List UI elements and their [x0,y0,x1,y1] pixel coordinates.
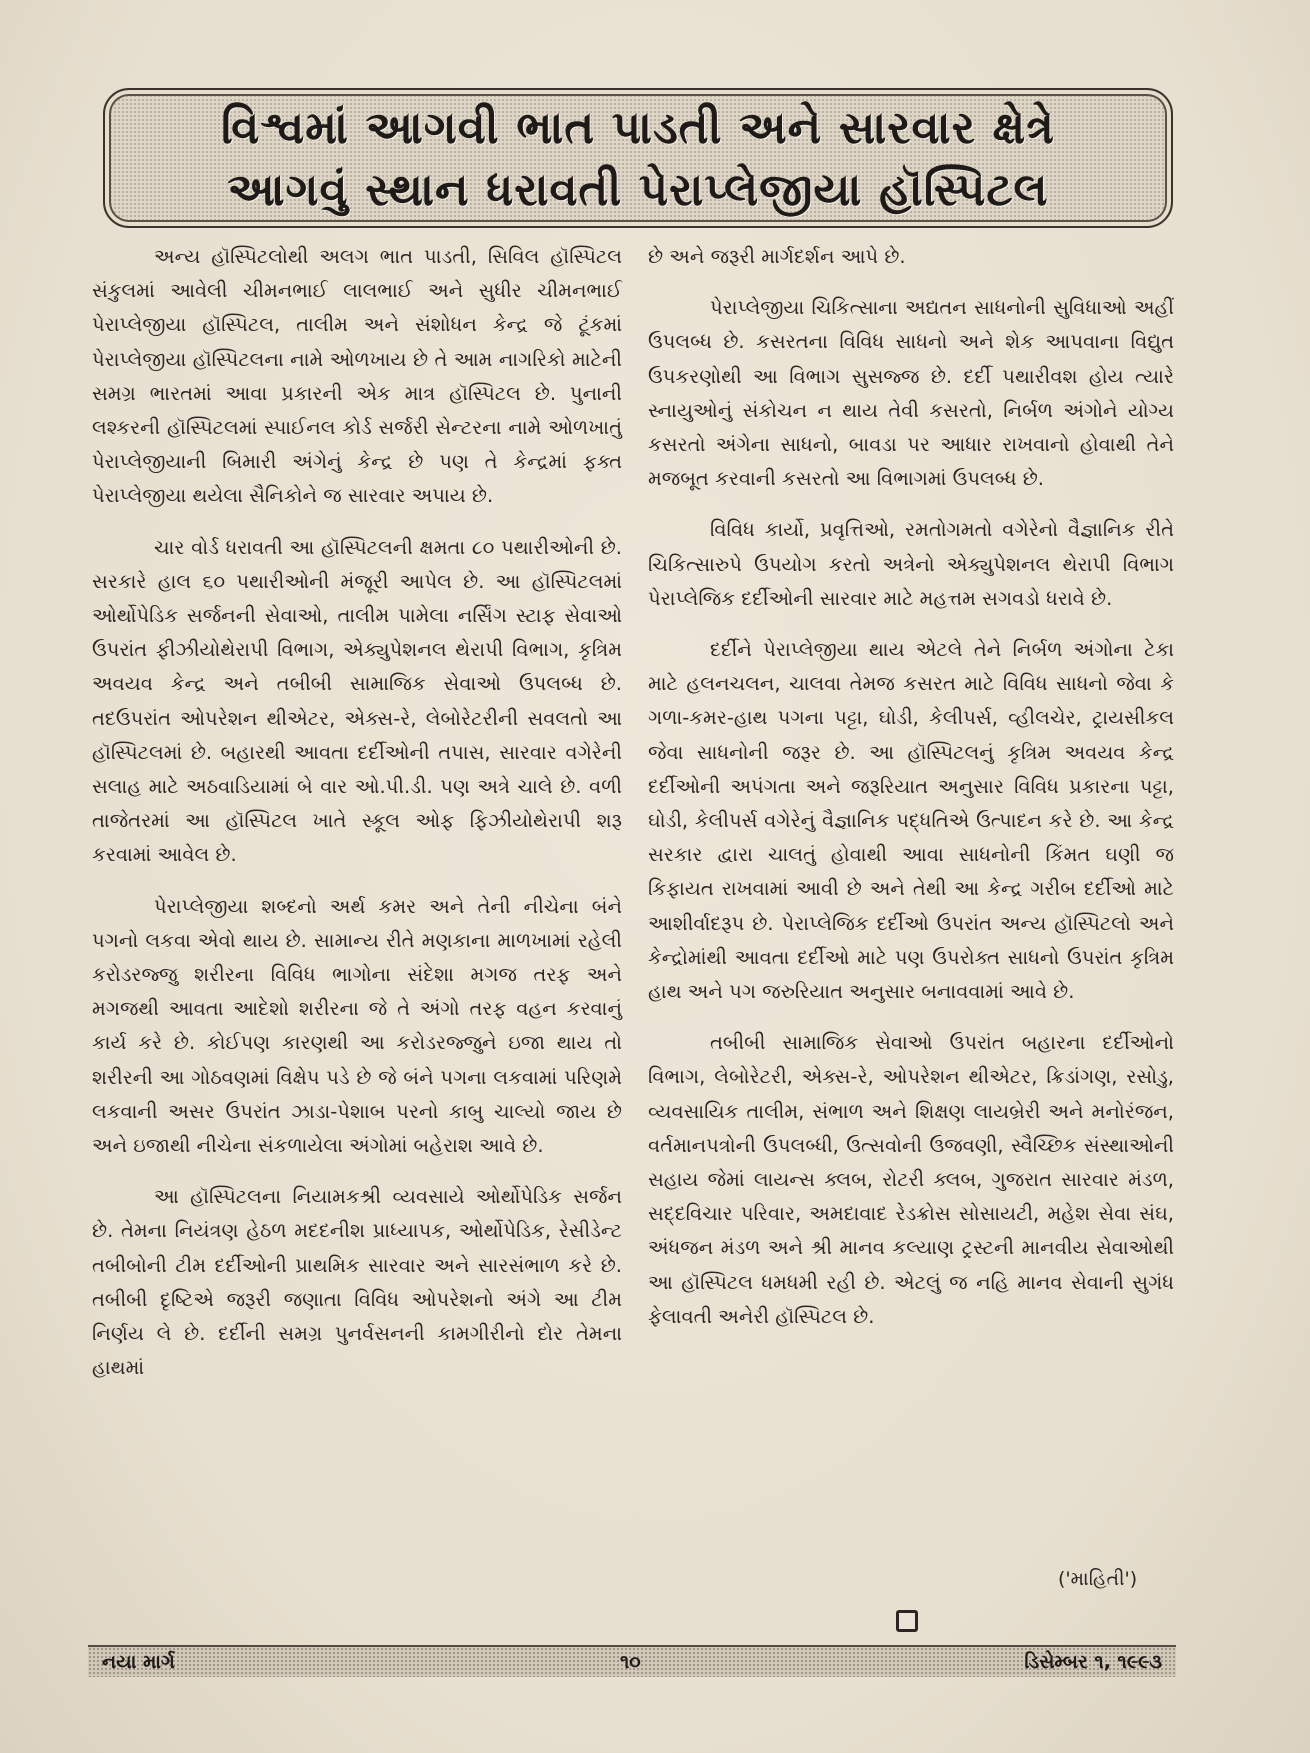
paragraph: વિવિધ કાર્યો, પ્રવૃત્તિઓ, રમતોગમતો વગેરેનો વૈજ્ઞાનિક રીતે ચિકિત્સારુપે ઉપયોગ કરતો અત્રેનો એક્યુપેશનલ થેરાપી વિભાગ પેરાપ્લેજિક દર્દીઓની સારવાર માટે મહત્તમ સગવડો ધરાવે છે. [648,518,1174,610]
paragraph: પેરાપ્લેજીયા શબ્દનો અર્થ કમર અને તેની નીચેના બંને પગનો લકવા એવો થાય છે. સામાન્ય રીતે મણકાના માળખામાં રહેલી કરોડરજ્જુ શરીરના વિવિધ ભાગોના સંદેશા મગજ તરફ અને મગજથી આવતા આદેશો શરીરના જે તે અંગો તરફ વહન કરવાનું કાર્ય કરે છે. કોઈપણ કારણથી આ કરોડરજ્જુને ઇજા થાય તો શરીરની આ ગોઠવણમાં વિક્ષેપ પડે છે જે બંને પગના લકવામાં પરિણમે લકવાની અસર ઉપરાંત ઝાડા-પેશાબ પરનો કાબુ ચાલ્યો જાય છે અને ઇજાથી નીચેના સંકળાયેલા અંગોમાં બહેરાશ આવે છે. [92,894,622,1158]
left-column [92,240,622,1386]
magazine-name: નયા માર્ગ [102,1651,175,1673]
issue-date: ડિસેમ્બર ૧, ૧૯૯૩ [1024,1651,1162,1673]
headline-line-1: વિશ્વમાં આગવી ભાત પાડતી અને સારવાર ક્ષેત્રે [221,101,1055,154]
right-column [648,240,1174,1334]
paragraph: આ હૉસ્પિટલના નિયામકશ્રી વ્યવસાયે ઓર્થોપેડિક સર્જન છે. તેમના નિયંત્રણ હેઠળ મદદનીશ પ્રાધ્યાપક, ઓર્થોપેડિક, રેસીડેન્ટ તબીબોની ટીમ દર્દીઓની પ્રાથમિક સારવાર અને સારસંભાળ કરે છે. તબીબી દૃષ્ટિએ જરૂરી જણાતા વિવિધ ઓપરેશનો અંગે આ ટીમ નિર્ણય લે છે. દર્દીની સમગ્ર પુનર્વસનની કામગીરીનો દોર તેમના હાથમાં [92,1185,622,1380]
page-footer [88,1645,1176,1677]
paragraph: ચાર વોર્ડ ધરાવતી આ હૉસ્પિટલની ક્ષમતા ૮૦ પથારીઓની છે. સરકારે હાલ ૬૦ પથારીઓની મંજૂરી આપેલ છે. આ હૉસ્પિટલમાં ઓર્થોપેડિક સર્જનની સેવાઓ, તાલીમ પામેલા નર્સિંગ સ્ટાફ સેવાઓ ઉપરાંત ફીઝીયોથેરાપી વિભાગ, એક્યુપેશનલ થેરાપી વિભાગ, કૃત્રિમ અવયવ કેન્દ્ર અને તબીબી સામાજિક સેવાઓ ઉપલબ્ધ છે. તદઉપરાંત ઓપરેશન થીએટર, એક્સ-રે, લેબોરેટરીની સવલતો આ હૉસ્પિટલમાં છે. બહારથી આવતા દર્દીઓની તપાસ, સારવાર વગેરેની સલાહ માટે અઠવાડિયામાં બે વાર ઓ.પી.ડી. પણ અત્રે ચાલે છે. વળી તાજેતરમાં આ હૉસ્પિટલ ખાતે સ્કૂલ ઓફ ફિઝીયોથેરાપી શરૂ કરવામાં આવેલ છે. [92,535,622,867]
paragraph: દર્દીને પેરાપ્લેજીયા થાય એટલે તેને નિર્બળ અંગોના ટેકા માટે હલનચલન, ચાલવા તેમજ કસરત માટે વિવિધ સાધનો જેવા કે ગળા-કમર-હાથ પગના પટ્ટા, ઘોડી, કેલીપર્સ, વ્હીલચેર, ટ્રાયસીકલ જેવા સાધનોની જરૂર છે. આ હૉસ્પિટલનું કૃત્રિમ અવયવ કેન્દ્ર દર્દીઓની અપંગતા અને જરૂરિયાત અનુસાર વિવિધ પ્રકારના પટ્ટા, ઘોડી, કેલીપર્સ વગેરેનું વૈજ્ઞાનિક પદ્ધતિએ ઉત્પાદન કરે છે. આ કેન્દ્ર સરકાર દ્વારા ચાલતું હોવાથી આવા સાધનોની કિંમત ઘણી જ કિફાયત રાખવામાં આવી છે અને તેથી આ કેન્દ્ર ગરીબ દર્દીઓ માટે આશીર્વાદરૂપ છે. પેરાપ્લેજિક દર્દીઓ ઉપરાંત અન્ય હૉસ્પિટલો અને કેન્દ્રોમાંથી આવતા દર્દીઓ માટે પણ ઉપરોક્ત સાધનો ઉપરાંત કૃત્રિમ હાથ અને પગ જરુરિયાત અનુસાર બનાવવામાં આવે છે. [648,638,1174,1004]
end-of-article-icon [896,1610,918,1632]
paragraph: પેરાપ્લેજીયા ચિકિત્સાના અદ્યતન સાધનોની સુવિધાઓ અહીં ઉપલબ્ધ છે. કસરતના વિવિધ સાધનો અને શેક આપવાના વિદ્યુત ઉપકરણોથી આ વિભાગ સુસજ્જ છે. દર્દી પથારીવશ હોય ત્યારે સ્નાયુઓનું સંકોચન ન થાય તેવી કસરતો, નિર્બળ અંગોને યોગ્ય કસરતો અંગેના સાધનો, બાવડા પર આધાર રાખવાનો હોવાથી તેને મજબૂત કરવાની કસરતો આ વિભાગમાં ઉપલબ્ધ છે. [648,296,1174,491]
page-number: ૧૦ [620,1651,641,1673]
paragraph-continuation: છે અને જરૂરી માર્ગદર્શન આપે છે. [648,245,906,268]
paragraph: અન્ય હૉસ્પિટલોથી અલગ ભાત પાડતી, સિવિલ હૉસ્પિટલ સંકુલમાં આવેલી ચીમનભાઈ લાલભાઈ અને સુધીર ચીમનભાઈ પેરાપ્લેજીયા હૉસ્પિટલ, તાલીમ અને સંશોધન કેન્દ્ર જે ટૂંકમાં પેરાપ્લેજીયા હૉસ્પિટલના નામે ઓળખાય છે તે આમ નાગરિકો માટેની સમગ્ર ભારતમાં આવા પ્રકારની એક માત્ર હૉસ્પિટલ છે. પુનાની લશ્કરની હૉસ્પિટલમાં સ્પાઈનલ કોર્ડ સર્જરી સેન્ટરના નામે ઓળખાતું પેરાપ્લેજીયાની બિમારી અંગેનું કેન્દ્ર છે પણ તે કેન્દ્રમાં ફક્ત પેરાપ્લેજીયા થયેલા સૈનિકોને જ સારવાર અપાય છે. [92,245,622,508]
source-credit: ('માહિતી') [1058,1568,1138,1590]
headline-box [103,88,1173,228]
paragraph: તબીબી સામાજિક સેવાઓ ઉપરાંત બહારના દર્દીઓનો વિભાગ, લેબોરેટરી, એક્સ-રે, ઓપરેશન થીએટર, ક્રિડાંગણ, રસોડુ, વ્યવસાયિક તાલીમ, સંભાળ અને શિક્ષણ લાયબ્રેરી અને મનોરંજન, વર્તમાનપત્રોની ઉપલબ્ધી, ઉત્સવોની ઉજવણી, સ્વૈચ્છિક સંસ્થાઓની સહાય જેમાં લાયન્સ ક્લબ, રોટરી ક્લબ, ગુજરાત સારવાર મંડળ, સદ્દવિચાર પરિવાર, અમદાવાદ રેડક્રોસ સોસાયટી, મહેશ સેવા સંઘ, અંધજન મંડળ અને શ્રી માનવ કલ્યાણ ટ્રસ્ટની માનવીય સેવાઓથી આ હૉસ્પિટલ ધમધમી રહી છે. એટલું જ નહિ માનવ સેવાની સુગંધ ફેલાવતી અનેરી હૉસ્પિટલ છે. [648,1031,1174,1328]
headline-line-2: આગવું સ્થાન ધરાવતી પેરાપ્લેજીયા હૉસ્પિટલ [227,163,1049,216]
